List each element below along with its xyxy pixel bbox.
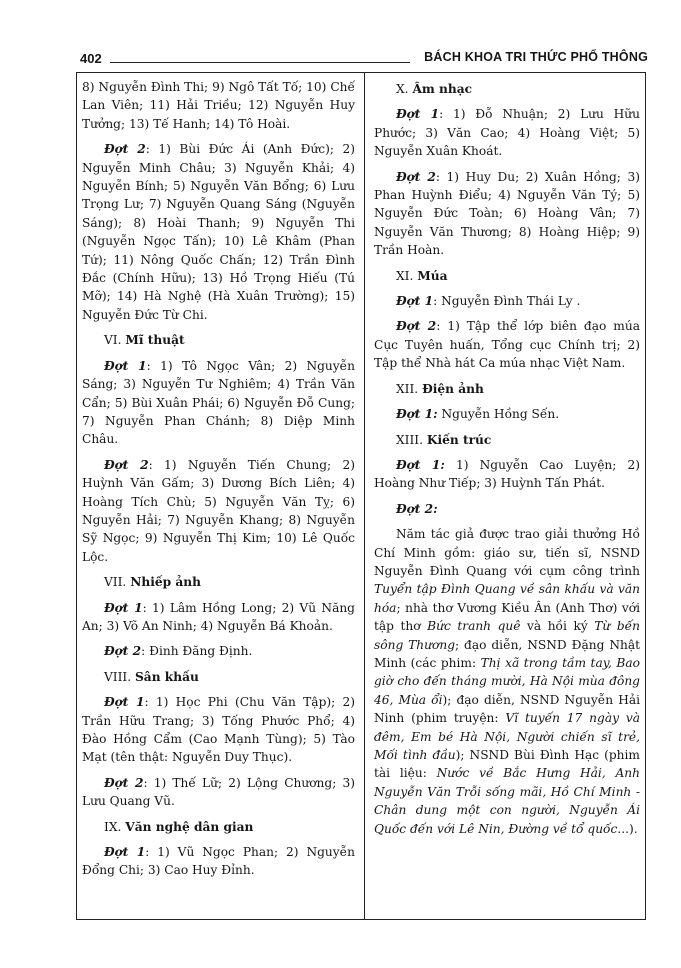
paragraph <box>82 357 355 449</box>
paragraph <box>82 843 355 880</box>
round-text: : Đinh Đăng Định. <box>141 644 253 659</box>
section-heading: VI. Mĩ thuật <box>104 333 185 348</box>
round-label: Đợt 1 <box>396 107 440 122</box>
running-title: BÁCH KHOA TRI THỨC PHỔ THÔNG <box>424 50 648 64</box>
round-label: Đợt 2 <box>104 644 142 659</box>
section-heading: X. Âm nhạc <box>396 82 473 96</box>
paragraph <box>82 693 355 767</box>
round-text: Nguyễn Hồng Sến. <box>437 407 560 422</box>
column-divider <box>364 72 365 920</box>
paragraph <box>82 456 355 566</box>
round-label: Đợt 1 <box>104 600 143 615</box>
header-rule <box>110 62 410 63</box>
round-label: Đợt 1 <box>104 845 146 860</box>
round-label: Đợt 1: <box>396 407 438 422</box>
round-label: Đợt 2 <box>104 775 144 790</box>
round-label: Đợt 2 <box>104 142 146 157</box>
section-heading: VII. Nhiếp ảnh <box>104 575 201 590</box>
round-label: Đợt 1 <box>104 358 147 373</box>
paragraph <box>374 168 640 260</box>
round-text: : 1) Đỗ Nhuận; 2) Lưu Hữu Phước; 3) Văn Cao; 4) Hoàng Việt; 5) Nguyễn Xuân Khoát. <box>374 107 640 159</box>
paragraph <box>82 599 355 636</box>
round-text: 1) Nguyễn Cao Luyện; 2) Hoàng Như Tiếp; 3) Huỳnh Tấn Phát. <box>374 457 640 491</box>
paragraph: 8) Nguyễn Đình Thi; 9) Ngô Tất Tố; 10) Chế Lan Viên; 11) Hải Triều; 12) Nguyễn Huy Tưởng; 13) Tế Hanh; 14) Tô Hoài. <box>82 80 355 131</box>
section-heading: XI. Múa <box>396 268 448 283</box>
round-label: Đợt 1: <box>396 457 445 472</box>
paragraph <box>374 405 640 423</box>
round-text: : 1) Tô Ngọc Vân; 2) Nguyễn Sáng; 3) Nguyễn Tư Nghiêm; 4) Trần Văn Cẩn; 5) Bùi Xuân Phái; 6) Nguyễn Đỗ Cung; 7) Nguyễn Phan Chánh; 8) Diệp Minh Châu. <box>82 358 355 447</box>
page-number: 402 <box>80 51 102 66</box>
paragraph <box>374 456 640 493</box>
round-text: : 1) Nguyễn Tiến Chung; 2) Huỳnh Văn Gấm; 3) Dương Bích Liên; 4) Hoàng Tích Chù; 5) Nguyễn Văn Tỵ; 6) Nguyễn Hải; 7) Nguyễn Khang; 8) Nguyễn Sỹ Ngọc; 9) Nguyễn Thị Kim; 10) Lê Quốc Lộc. <box>82 457 355 564</box>
round-label: Đợt 2 <box>396 319 437 334</box>
paragraph <box>374 317 640 372</box>
section-heading: XII. Điện ảnh <box>396 381 484 396</box>
section-heading: IX. Văn nghệ dân gian <box>104 819 254 834</box>
paragraph <box>82 140 355 324</box>
page-header <box>76 47 648 69</box>
round-label: Đợt 2 <box>104 457 149 472</box>
paragraph <box>82 774 355 811</box>
right-column <box>374 78 640 845</box>
round-label: Đợt 1 <box>396 294 434 309</box>
paragraph <box>374 105 640 160</box>
round-text: : 1) Bùi Đức Ái (Anh Đức); 2) Nguyễn Minh Châu; 3) Nguyễn Khải; 4) Nguyễn Bính; 5) Nguyễn Văn Bổng; 6) Lưu Trọng Lư; 7) Nguyễn Quang Sáng (Nguyễn Sáng); 8) Hoài Thanh; 9) Nguyễn Thi (Nguyễn Ngọc Tấn); 10) Lê Khâm (Phan Tứ); 11) Nông Quốc Chấn; 12) Trần Đình Đắc (Chính Hữu); 13) Hồ Trọng Hiếu (Tú Mỡ); 14) Hà Nghệ (Hà Xuân Trường); 15) Nguyễn Đức Từ Chi. <box>82 142 355 322</box>
round-label: Đợt 2 <box>396 169 436 184</box>
section-heading: VIII. Sân khấu <box>104 669 199 684</box>
paragraph <box>374 292 640 310</box>
round-text: : 1) Học Phi (Chu Văn Tập); 2) Trần Hữu Trang; 3) Tống Phước Phổ; 4) Đào Hồng Cẩm (Cao Mạnh Tùng); 5) Tào Mạt (tên thật: Nguyễn Duy Thục). <box>82 695 355 765</box>
round-text: : 1) Tập thể lớp biên đạo múa Cục Tuyên huấn, Tổng cục Chính trị; 2) Tập thể Nhà hát Ca múa nhạc Việt Nam. <box>374 319 640 371</box>
round-text: : 1) Huy Du; 2) Xuân Hồng; 3) Phan Huỳnh Điểu; 4) Nguyễn Văn Tý; 5) Nguyễn Đức Toàn; 6) Hoàng Vân; 7) Nguyễn Văn Thương; 8) Hoàng Hiệp; 9) Trần Hoàn. <box>374 169 640 258</box>
round-text: : Nguyễn Đình Thái Ly . <box>433 294 581 309</box>
section-heading: XIII. Kiến trúc <box>396 432 492 447</box>
round-text: : 1) Vũ Ngọc Phan; 2) Nguyễn Đổng Chi; 3) Cao Huy Đỉnh. <box>82 845 356 878</box>
round-text: : 1) Lâm Hồng Long; 2) Vũ Năng An; 3) Võ An Ninh; 4) Nguyễn Bá Khoản. <box>82 600 355 633</box>
award-paragraph: Năm tác giả được trao giải thưởng Hồ Chí Minh gồm: giáo sư, tiến sĩ, NSND Nguyễn Đình Quang với cụm công trình Tuyển tập Đình Quang về sân khấu và văn hóa; nhà thơ Vương Kiều Ân (Anh Thơ) với tập thơ Bức tranh quê và hồi ký Từ bến sông Thương; đạo diễn, NSND Đặng Nhật Minh (các phim: Thị xã trong tầm tay, Bao giờ cho đến tháng mười, Hà Nội mùa đông 46, Mùa ổi); đạo diễn, NSND Nguyễn Hải Ninh (phim truyện: Vĩ tuyến 17 ngày và đêm, Em bé Hà Nội, Người chiến sĩ trẻ, Mối tình đầu); NSND Bùi Đình Hạc (phim tài liệu: Nước về Bắc Hưng Hải, Anh Nguyễn Văn Trỗi sống mãi, Hồ Chí Minh - Chân dung một con người, Nguyễn Ái Quốc đến với Lê Nin, Đường về tổ quốc...). <box>374 527 641 836</box>
paragraph <box>374 500 640 518</box>
round-label: Đợt 1 <box>104 695 145 710</box>
left-column <box>82 78 355 887</box>
round-text: : 1) Thế Lữ; 2) Lộng Chương; 3) Lưu Quang Vũ. <box>82 775 355 809</box>
paragraph <box>82 642 355 660</box>
round-label: Đợt 2: <box>396 501 438 516</box>
